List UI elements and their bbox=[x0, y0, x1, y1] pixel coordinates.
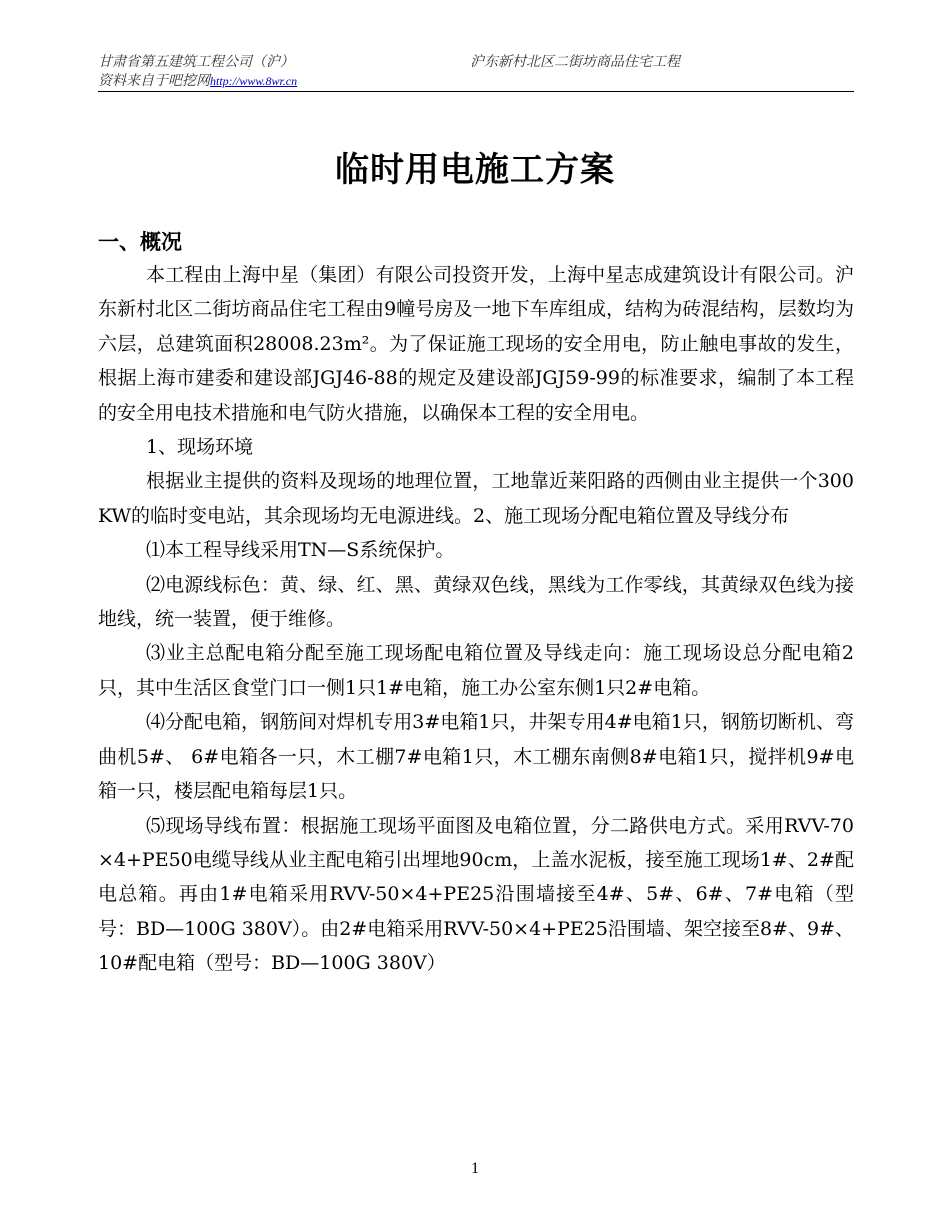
paragraph-item-3: ⑶业主总配电箱分配至施工现场配电箱位置及导线走向：施工现场设总分配电箱2只，其中生活区食堂门口一侧1只1#电箱，施工办公室东侧1只2#电箱。 bbox=[98, 642, 854, 699]
header-project: 沪东新村北区二街坊商品住宅工程 bbox=[470, 55, 680, 70]
page-number: 1 bbox=[471, 1160, 479, 1177]
header-source-link[interactable]: http://www.8wr.cn bbox=[210, 74, 298, 88]
paragraph-item-2: ⑵电源线标色：黄、绿、红、黑、黄绿双色线，黑线为工作零线，其黄绿双色线为接地线，统一装置，便于维修。 bbox=[98, 573, 854, 631]
paragraph-item-5: ⑸现场导线布置：根据施工现场平面图及电箱位置，分二路供电方式。采用RVV-70×4+PE50电缆导线从业主配电箱引出埋地90cm，上盖水泥板，接至施工现场1#、2#配电总箱。再由1#电箱采用RVV-50×4+PE25沿围墙接至4#、5#、6#、7#电箱（型号：BD—100G 380V）。由2#电箱采用RVV-50×4+PE25沿围墙、架空接至8#、9#、10#配电箱（型号：BD—100G 380V） bbox=[98, 814, 854, 975]
paragraph-site-environment: 根据业主提供的资料及现场的地理位置，工地靠近莱阳路的西侧由业主提供一个300KW的临时变电站，其余现场均无电源进线。2、施工现场分配电箱位置及导线分布 bbox=[98, 470, 854, 527]
paragraph-item-4: ⑷分配电箱，钢筋间对焊机专用3#电箱1只，井架专用4#电箱1只，钢筋切断机、弯曲机5#、 6#电箱各一只，木工棚7#电箱1只，木工棚东南侧8#电箱1只，搅拌机9#电箱一只，楼层配电箱每层1只。 bbox=[98, 711, 854, 803]
header-source-prefix: 资料来自于吧挖网 bbox=[98, 74, 210, 89]
paragraph-overview: 本工程由上海中星（集团）有限公司投资开发，上海中星志成建筑设计有限公司。沪东新村北区二街坊商品住宅工程由9幢号房及一地下车库组成，结构为砖混结构，层数均为六层，总建筑面积28008.23m²。为了保证施工现场的安全用电，防止触电事故的发生，根据上海市建委和建设部JGJ46-88的规定及建设部JGJ59-99的标准要求，编制了本工程的安全用电技术措施和电气防火措施，以确保本工程的安全用电。 bbox=[98, 264, 854, 424]
header-company: 甘肃省第五建筑工程公司（沪） bbox=[98, 55, 294, 70]
section-heading: 一、概况 bbox=[98, 230, 182, 254]
paragraph-site-environment-heading: 1、现场环境 bbox=[146, 436, 254, 459]
document-body bbox=[98, 258, 854, 981]
page-header bbox=[98, 55, 854, 92]
paragraph-item-1: ⑴本工程导线采用TN—S系统保护。 bbox=[146, 539, 455, 562]
header-source bbox=[98, 73, 297, 90]
document-title: 临时用电施工方案 bbox=[335, 150, 615, 190]
